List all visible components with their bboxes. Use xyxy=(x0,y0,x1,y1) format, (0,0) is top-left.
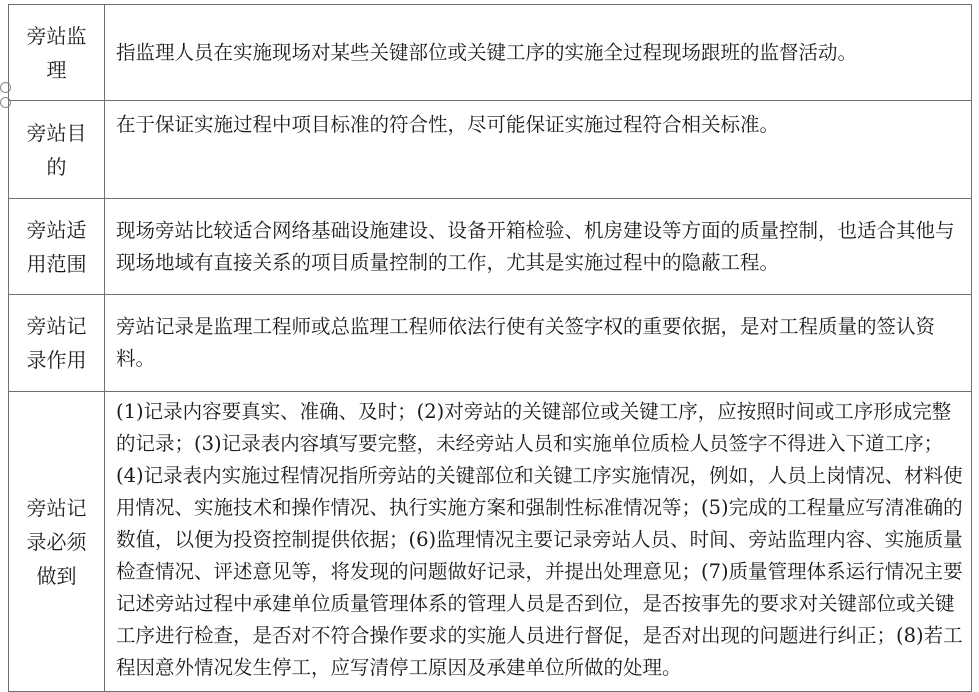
definition-cell: 在于保证实施过程中项目标准的符合性，尽可能保证实施过程符合相关标准。 xyxy=(105,101,972,199)
term-cell xyxy=(9,199,105,295)
table-row xyxy=(9,5,972,101)
definition-table xyxy=(8,4,972,692)
term-cell xyxy=(9,5,105,101)
definition-cell: 指监理人员在实施现场对某些关键部位或关键工序的实施全过程现场跟班的监督活动。 xyxy=(105,5,972,101)
table-row xyxy=(9,199,972,295)
term-label: 旁站监理 xyxy=(26,23,87,82)
term-cell xyxy=(9,101,105,199)
term-label: 旁站适用范围 xyxy=(26,217,87,276)
definition-cell: 现场旁站比较适合网络基础设施建设、设备开箱检验、机房建设等方面的质量控制，也适合其他与现场地域有直接关系的项目质量控制的工作，尤其是实施过程中的隐蔽工程。 xyxy=(105,199,972,295)
table-row xyxy=(9,392,972,692)
definition-cell: (1)记录内容要真实、准确、及时；(2)对旁站的关键部位或关键工序，应按照时间或工序形成完整的记录；(3)记录表内容填写要完整，未经旁站人员和实施单位质检人员签字不得进入下道工序；(4)记录表内实施过程情况指所旁站的关键部位和关键工序实施情况，例如，人员上岗情况、材料使用情况、实施技术和操作情况、执行实施方案和强制性标准情况等；(5)完成的工程量应写清准确的数值，以便为投资控制提供依据；(6)监理情况主要记录旁站人员、时间、旁站监理内容、实施质量检查情况、评述意见等，将发现的问题做好记录，并提出处理意见；(7)质量管理体系运行情况主要记述旁站过程中承建单位质量管理体系的管理人员是否到位，是否按事先的要求对关键部位或关键工序进行检查，是否对不符合操作要求的实施人员进行督促，是否对出现的问题进行纠正；(8)若工程因意外情况发生停工，应写清停工原因及承建单位所做的处理。 xyxy=(105,392,972,692)
term-label: 旁站目的 xyxy=(26,120,87,179)
term-label: 旁站记录必须做到 xyxy=(26,495,87,588)
term-cell xyxy=(9,295,105,392)
term-label: 旁站记录作用 xyxy=(26,314,87,372)
table-row xyxy=(9,101,972,199)
table-row xyxy=(9,295,972,392)
term-cell xyxy=(9,392,105,692)
definition-cell: 旁站记录是监理工程师或总监理工程师依法行使有关签字权的重要依据，是对工程质量的签认资料。 xyxy=(105,295,972,392)
